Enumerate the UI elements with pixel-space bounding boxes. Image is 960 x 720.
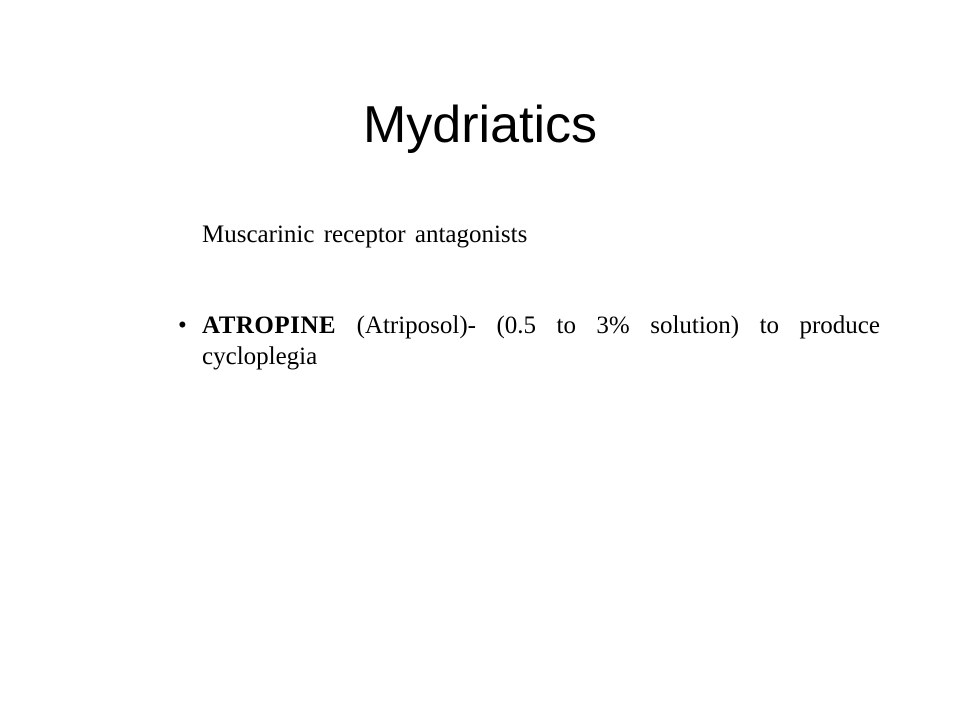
- slide-title: Mydriatics: [362, 96, 598, 154]
- slide-subtitle: Muscarinic receptor antagonists: [202, 221, 528, 248]
- bullet-list: [170, 310, 880, 372]
- bullet-text: (Atriposol)- (0.5 to 3% solution) to produce cycloplegia: [202, 312, 880, 370]
- drug-name: ATROPINE: [202, 312, 337, 339]
- bullet-marker: •: [178, 312, 187, 339]
- bullet-item: [170, 310, 880, 372]
